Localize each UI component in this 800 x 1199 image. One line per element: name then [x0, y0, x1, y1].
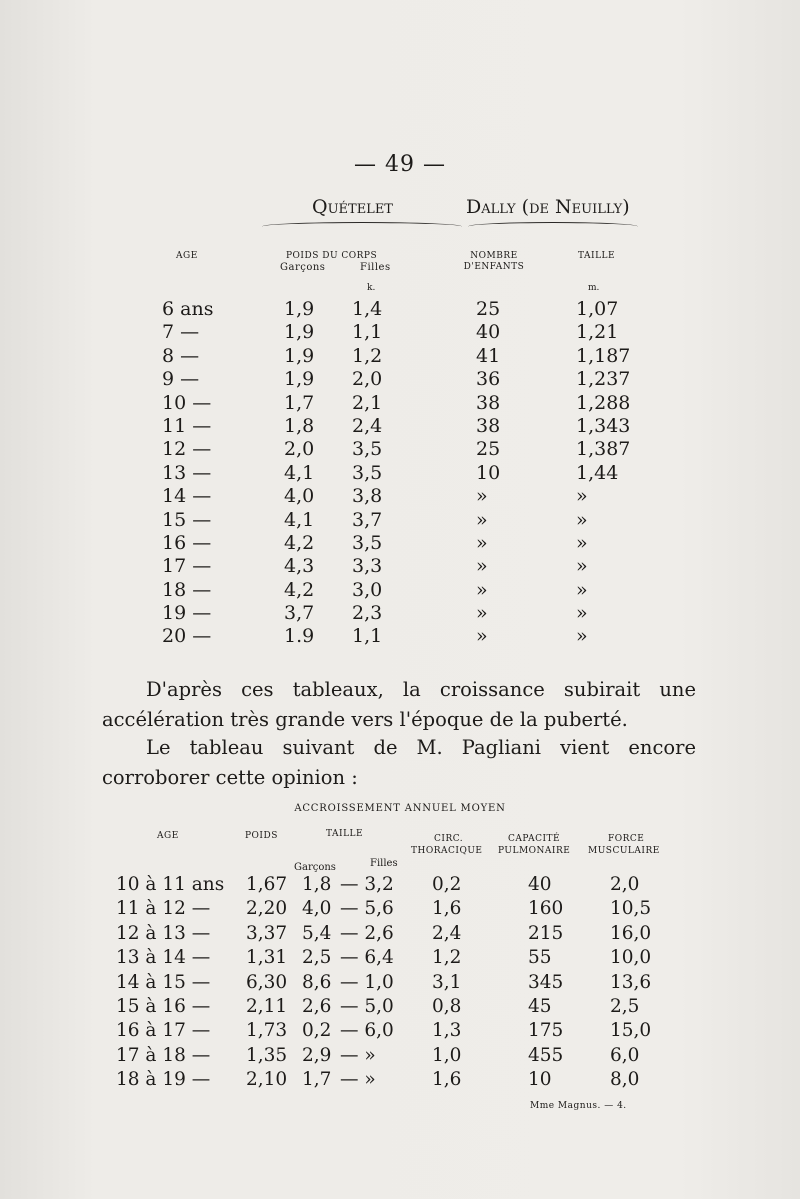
cell-poids: 6,30 — [246, 971, 288, 993]
cell-capacite: 215 — [528, 922, 564, 944]
cell-filles: 1,2 — [352, 344, 383, 367]
group-header-quetelet: Quételet — [312, 196, 393, 218]
cell-taille-g: 1,7 — [302, 1069, 332, 1091]
cell-filles: 2,4 — [352, 414, 383, 437]
cell-garcons: 4,1 — [284, 461, 315, 484]
cell-age: 10 — — [162, 391, 212, 414]
col-age: AGE — [176, 251, 198, 261]
table-row — [0, 485, 800, 508]
table-row — [0, 625, 800, 648]
cell-circ: 1,6 — [432, 898, 462, 920]
cell-circ: 1,0 — [432, 1044, 462, 1066]
cell-taille-f: — 5,0 — [340, 995, 394, 1017]
cell-poids: 1,31 — [246, 947, 288, 969]
cell-age: 16 à 17 — — [116, 1020, 211, 1042]
cell-garcons: 1,9 — [284, 368, 315, 391]
cell-nombre: » — [476, 531, 488, 554]
cell-garcons: 3,7 — [284, 602, 315, 625]
cell-force: 10,0 — [610, 947, 652, 969]
cell-nombre: 25 — [476, 298, 501, 320]
cell-age: 15 — — [162, 508, 212, 531]
cell-circ: 3,1 — [432, 971, 462, 993]
cell-garcons: 4,1 — [284, 508, 315, 531]
cell-taille: » — [576, 555, 588, 578]
cell-nombre: » — [476, 508, 488, 531]
cell-nombre: 25 — [476, 438, 501, 461]
cell-age: 18 à 19 — — [116, 1069, 211, 1091]
cell-force: 15,0 — [610, 1020, 652, 1042]
cell-garcons: 2,0 — [284, 438, 315, 461]
t2-col-taille: TAILLE — [326, 829, 364, 839]
cell-force: 13,6 — [610, 971, 652, 993]
table1-column-headers — [0, 249, 800, 279]
cell-filles: 2,0 — [352, 368, 383, 391]
cell-taille-g: 0,2 — [302, 1020, 332, 1042]
t2-col-circ-2: THORACIQUE — [411, 846, 483, 856]
cell-age: 8 — — [162, 344, 200, 367]
cell-taille-f: — 5,6 — [340, 898, 394, 920]
cell-filles: 3,5 — [352, 461, 383, 484]
cell-taille-g: 2,9 — [302, 1044, 332, 1066]
cell-age: 12 à 13 — — [116, 922, 211, 944]
cell-garcons: 1,9 — [284, 298, 315, 320]
col-nombre: NOMBRE D'ENFANTS — [463, 251, 525, 272]
cell-garcons: 4,3 — [284, 555, 315, 578]
cell-force: 6,0 — [610, 1044, 640, 1066]
table-row — [0, 923, 800, 947]
cell-poids: 3,37 — [246, 922, 288, 944]
cell-capacite: 175 — [528, 1020, 564, 1042]
col-garcons: Garçons — [280, 262, 326, 273]
table-row — [0, 874, 800, 898]
col-taille: TAILLE — [578, 251, 616, 261]
cell-taille-g: 8,6 — [302, 971, 332, 993]
cell-filles: 2,1 — [352, 391, 383, 414]
cell-filles: 3,0 — [352, 578, 383, 601]
cell-taille: 1,288 — [576, 391, 631, 414]
cell-garcons: 4,0 — [284, 485, 315, 508]
table-row — [0, 602, 800, 625]
cell-nombre: 10 — [476, 461, 501, 484]
cell-nombre: » — [476, 485, 488, 508]
cell-taille: 1,44 — [576, 461, 619, 484]
cell-capacite: 45 — [528, 995, 552, 1017]
cell-filles: 3,5 — [352, 438, 383, 461]
cell-taille-g: 4,0 — [302, 898, 332, 920]
t2-col-poids: POIDS — [245, 831, 278, 841]
paragraph-1-text: D'après ces tableaux, la croissance subirait une accélération très grande vers l'époque de la puberté. — [102, 678, 696, 731]
table-row — [0, 392, 800, 415]
cell-garcons: 4,2 — [284, 578, 315, 601]
cell-garcons: 4,2 — [284, 531, 315, 554]
cell-age: 14 — — [162, 485, 212, 508]
table-row — [0, 415, 800, 438]
cell-poids: 2,20 — [246, 898, 288, 920]
table-row — [0, 898, 800, 922]
cell-taille-f: — 2,6 — [340, 922, 394, 944]
cell-force: 2,5 — [610, 995, 640, 1017]
cell-nombre: » — [476, 555, 488, 578]
col-filles: Filles — [360, 262, 391, 273]
t2-col-capacite-2: PULMONAIRE — [498, 846, 571, 856]
group-header-dally: Dally (de Neuilly) — [466, 196, 630, 218]
t2-col-garcons: Garçons — [294, 862, 336, 873]
cell-taille: 1,07 — [576, 298, 619, 320]
cell-age: 11 — — [162, 414, 212, 437]
cell-taille-g: 2,5 — [302, 947, 332, 969]
cell-taille: 1,187 — [576, 344, 631, 367]
cell-taille-f: — » — [340, 1069, 376, 1091]
table-row — [0, 1020, 800, 1044]
cell-nombre: » — [476, 578, 488, 601]
table-row — [0, 438, 800, 461]
table-row — [0, 947, 800, 971]
cell-nombre: 36 — [476, 368, 501, 391]
cell-age: 12 — — [162, 438, 212, 461]
cell-force: 8,0 — [610, 1069, 640, 1091]
cell-poids: 1,35 — [246, 1044, 288, 1066]
t2-col-force-2: MUSCULAIRE — [588, 846, 660, 856]
cell-age: 14 à 15 — — [116, 971, 211, 993]
cell-taille: » — [576, 578, 588, 601]
cell-force: 10,5 — [610, 898, 652, 920]
cell-age: 6 ans — [162, 298, 214, 320]
unit-m: m. — [588, 283, 600, 293]
cell-age: 17 — — [162, 555, 212, 578]
table-row — [0, 1069, 800, 1093]
cell-age: 16 — — [162, 531, 212, 554]
cell-filles: 1,4 — [352, 298, 383, 320]
table1-body — [0, 298, 800, 649]
cell-nombre: 38 — [476, 391, 501, 414]
cell-age: 15 à 16 — — [116, 995, 211, 1017]
t2-col-age: AGE — [157, 831, 179, 841]
cell-taille: » — [576, 508, 588, 531]
cell-taille: » — [576, 602, 588, 625]
paragraph-1 — [102, 675, 696, 735]
brace-quetelet — [262, 222, 462, 231]
cell-capacite: 40 — [528, 874, 552, 895]
cell-age: 7 — — [162, 321, 200, 344]
cell-poids: 2,10 — [246, 1069, 288, 1091]
cell-poids: 1,73 — [246, 1020, 288, 1042]
table-row — [0, 321, 800, 344]
table-row — [0, 579, 800, 602]
t2-col-capacite-1: CAPACITÉ — [508, 834, 561, 844]
cell-filles: 3,3 — [352, 555, 383, 578]
table-row — [0, 368, 800, 391]
cell-capacite: 160 — [528, 898, 564, 920]
cell-filles: 1,1 — [352, 321, 383, 344]
cell-age: 13 — — [162, 461, 212, 484]
cell-taille: 1,237 — [576, 368, 631, 391]
cell-circ: 1,6 — [432, 1069, 462, 1091]
cell-taille: » — [576, 531, 588, 554]
cell-taille-f: — 3,2 — [340, 874, 394, 895]
cell-taille: 1,387 — [576, 438, 631, 461]
table-row — [0, 532, 800, 555]
cell-taille: » — [576, 625, 588, 648]
cell-age: 11 à 12 — — [116, 898, 211, 920]
cell-circ: 1,3 — [432, 1020, 462, 1042]
cell-nombre: » — [476, 602, 488, 625]
table2-title: ACCROISSEMENT ANNUEL MOYEN — [294, 803, 506, 814]
cell-filles: 1,1 — [352, 625, 383, 648]
table-row — [0, 345, 800, 368]
cell-taille-f: — 6,4 — [340, 947, 394, 969]
cell-taille: 1,343 — [576, 414, 631, 437]
cell-poids: 2,11 — [246, 995, 288, 1017]
cell-circ: 1,2 — [432, 947, 462, 969]
table-row — [0, 1045, 800, 1069]
paragraph-2-text: Le tableau suivant de M. Pagliani vient encore corroborer cette opinion : — [102, 736, 696, 789]
cell-nombre: 40 — [476, 321, 501, 344]
cell-capacite: 345 — [528, 971, 564, 993]
cell-age: 19 — — [162, 602, 212, 625]
table-row — [0, 509, 800, 532]
paragraph-2 — [102, 733, 696, 793]
cell-taille-f: — 1,0 — [340, 971, 394, 993]
cell-poids: 1,67 — [246, 874, 288, 895]
cell-circ: 2,4 — [432, 922, 462, 944]
cell-force: 16,0 — [610, 922, 652, 944]
t2-col-circ-1: CIRC. — [434, 834, 464, 844]
t2-col-force-1: FORCE — [608, 834, 645, 844]
cell-taille-f: — 6,0 — [340, 1020, 394, 1042]
cell-taille-g: 2,6 — [302, 995, 332, 1017]
cell-nombre: 38 — [476, 414, 501, 437]
cell-nombre: » — [476, 625, 488, 648]
table2-body — [0, 874, 800, 1094]
cell-age: 13 à 14 — — [116, 947, 211, 969]
t2-col-filles: Filles — [370, 858, 398, 869]
cell-filles: 2,3 — [352, 602, 383, 625]
table-row — [0, 462, 800, 485]
cell-garcons: 1,9 — [284, 344, 315, 367]
cell-filles: 3,7 — [352, 508, 383, 531]
cell-taille-g: 5,4 — [302, 922, 332, 944]
col-poids: POIDS DU CORPS — [286, 251, 378, 261]
cell-garcons: 1.9 — [284, 625, 315, 648]
cell-taille: 1,21 — [576, 321, 619, 344]
cell-nombre: 41 — [476, 344, 501, 367]
cell-age: 9 — — [162, 368, 200, 391]
table-row — [0, 298, 800, 321]
cell-filles: 3,5 — [352, 531, 383, 554]
cell-garcons: 1,8 — [284, 414, 315, 437]
cell-taille-g: 1,8 — [302, 874, 332, 895]
cell-circ: 0,2 — [432, 874, 462, 895]
cell-taille: » — [576, 485, 588, 508]
cell-garcons: 1,9 — [284, 321, 315, 344]
page-footer: Mme Magnus. — 4. — [530, 1101, 627, 1111]
page-number: — 49 — — [354, 152, 446, 177]
cell-force: 2,0 — [610, 874, 640, 895]
cell-capacite: 10 — [528, 1069, 552, 1091]
cell-capacite: 455 — [528, 1044, 564, 1066]
table-row — [0, 972, 800, 996]
cell-filles: 3,8 — [352, 485, 383, 508]
cell-age: 20 — — [162, 625, 212, 648]
unit-k: k. — [367, 283, 376, 293]
cell-circ: 0,8 — [432, 995, 462, 1017]
cell-capacite: 55 — [528, 947, 552, 969]
cell-taille-f: — » — [340, 1044, 376, 1066]
table1-group-headers — [0, 196, 800, 226]
cell-garcons: 1,7 — [284, 391, 315, 414]
cell-age: 10 à 11 ans — [116, 874, 225, 895]
cell-age: 17 à 18 — — [116, 1044, 211, 1066]
brace-dally — [468, 222, 638, 231]
cell-age: 18 — — [162, 578, 212, 601]
table-row — [0, 555, 800, 578]
table-row — [0, 996, 800, 1020]
